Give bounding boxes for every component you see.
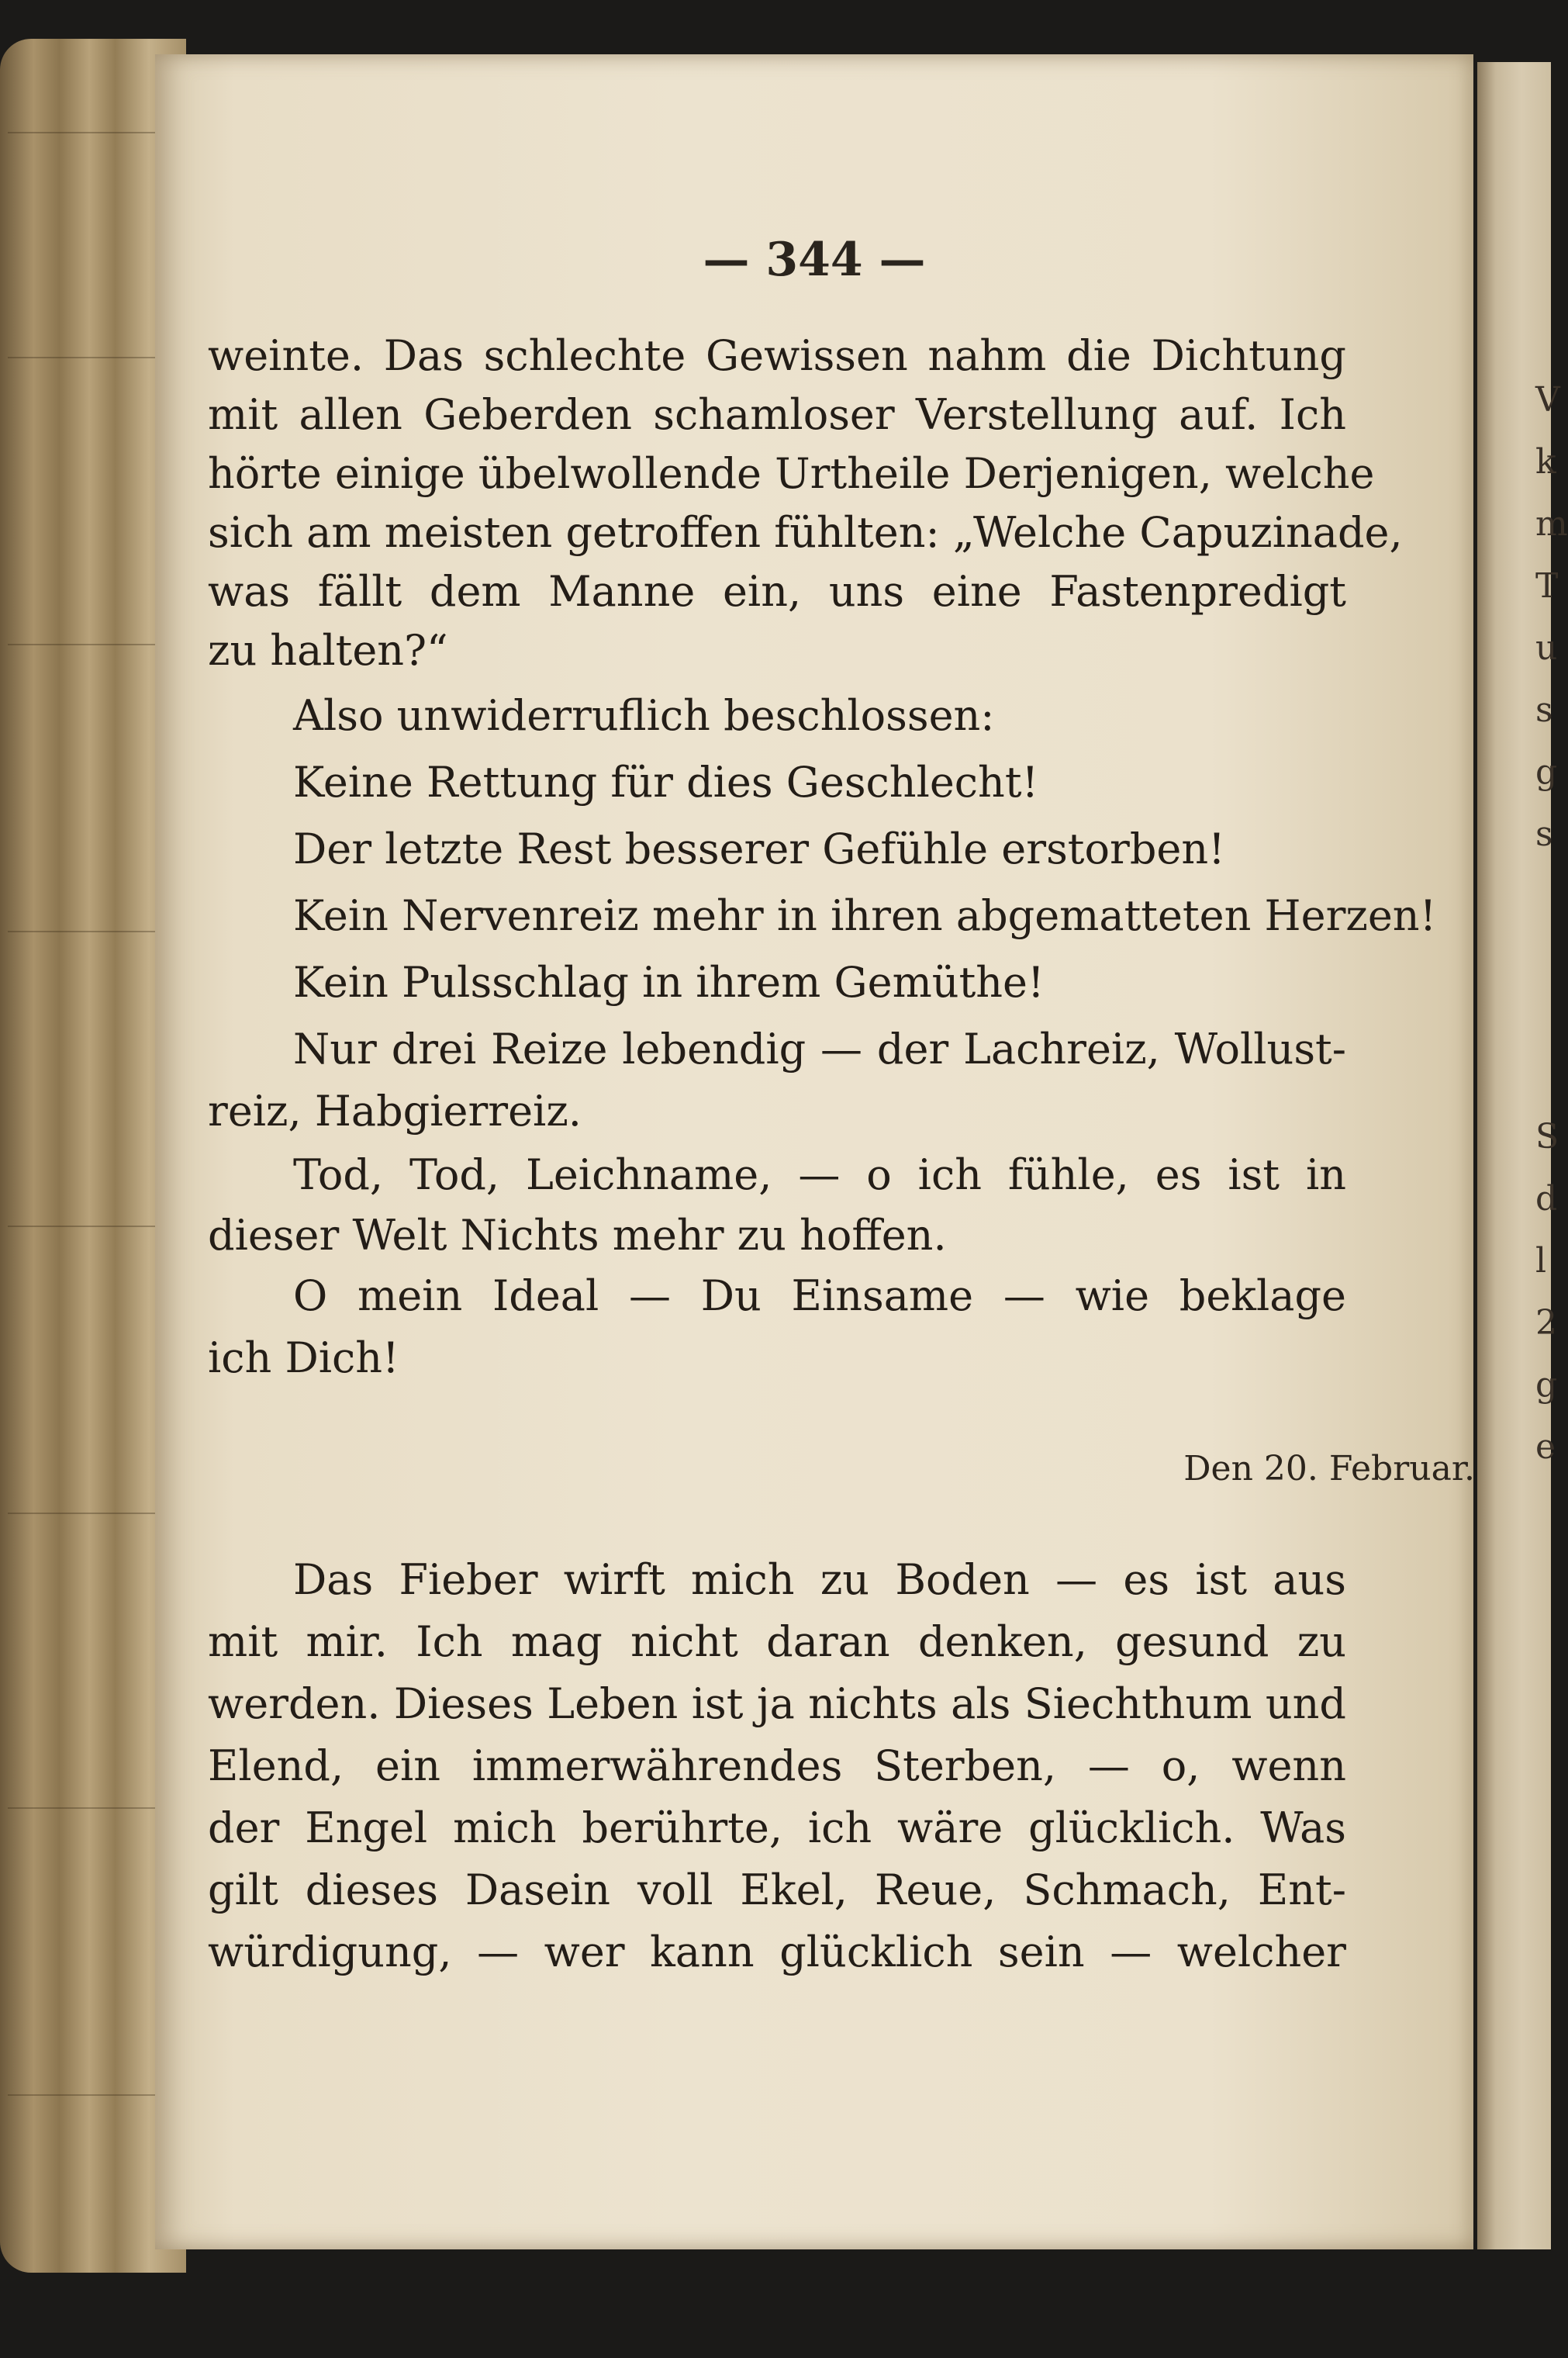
- text-line: der Engel mich berührte, ich wäre glücklich. Was: [208, 1803, 1346, 1852]
- text-line: was fällt dem Manne ein, uns eine Fastenpredigt: [208, 567, 1346, 616]
- text-line: mit allen Geberden schamloser Verstellung auf. Ich: [208, 390, 1346, 439]
- adjacent-page-fragment: e: [1535, 1427, 1556, 1467]
- text-line: Nur drei Reize lebendig — der Lachreiz, Wollust-: [293, 1025, 1346, 1074]
- text-line: Keine Rettung für dies Geschlecht!: [293, 758, 1039, 807]
- text-line: ich Dich!: [208, 1333, 399, 1382]
- adjacent-page-fragment: s: [1535, 690, 1553, 730]
- text-line: zu halten?“: [208, 626, 448, 675]
- adjacent-page-fragment: 2: [1535, 1303, 1557, 1343]
- adjacent-page-fragment: m: [1535, 504, 1568, 544]
- adjacent-page-sliver: [1477, 62, 1568, 2249]
- text-line: Kein Pulsschlag in ihrem Gemüthe!: [293, 958, 1045, 1007]
- adjacent-page-fragment: S: [1535, 1117, 1559, 1157]
- text-line: Elend, ein immerwährendes Sterben, — o, wenn: [208, 1741, 1346, 1790]
- text-line: Das Fieber wirft mich zu Boden — es ist aus: [293, 1555, 1346, 1604]
- text-line: weinte. Das schlechte Gewissen nahm die Dichtung: [208, 331, 1346, 380]
- adjacent-page-fragment: k: [1535, 442, 1556, 482]
- text-line: dieser Welt Nichts mehr zu hoffen.: [208, 1211, 947, 1260]
- page-number: — 344 —: [703, 233, 926, 287]
- text-line: O mein Ideal — Du Einsame — wie beklage: [293, 1271, 1346, 1320]
- entry-date: Den 20. Februar.: [1183, 1449, 1475, 1488]
- text-line: hörte einige übelwollende Urtheile Derjenigen, welche: [208, 449, 1375, 498]
- adjacent-page-fragment: V: [1535, 380, 1560, 420]
- text-line: gilt dieses Dasein voll Ekel, Reue, Schmach, Ent-: [208, 1865, 1346, 1914]
- text-line: werden. Dieses Leben ist ja nichts als Siechthum und: [208, 1679, 1346, 1728]
- adjacent-page-fragment: T: [1535, 566, 1559, 606]
- adjacent-page-fragment: u: [1535, 628, 1558, 668]
- text-line: sich am meisten getroffen fühlten: „Welche Capuzinade,: [208, 508, 1403, 557]
- text-line: Also unwiderruflich beschlossen:: [293, 691, 995, 740]
- text-line: Der letzte Rest besserer Gefühle erstorben!: [293, 825, 1225, 873]
- adjacent-page-fragment: s: [1535, 814, 1553, 854]
- text-line: mit mir. Ich mag nicht daran denken, gesund zu: [208, 1617, 1346, 1666]
- text-line: reiz, Habgierreiz.: [208, 1087, 582, 1136]
- adjacent-page-fragment: g: [1535, 752, 1558, 792]
- text-line: Tod, Tod, Leichname, — o ich fühle, es ist in: [293, 1150, 1346, 1199]
- text-line: würdigung, — wer kann glücklich sein — welcher: [208, 1928, 1346, 1976]
- text-line: Kein Nervenreiz mehr in ihren abgematteten Herzen!: [293, 891, 1437, 940]
- adjacent-page-fragment: l: [1535, 1241, 1547, 1281]
- adjacent-page-fragment: g: [1535, 1365, 1558, 1405]
- adjacent-page-fragment: d: [1535, 1179, 1558, 1219]
